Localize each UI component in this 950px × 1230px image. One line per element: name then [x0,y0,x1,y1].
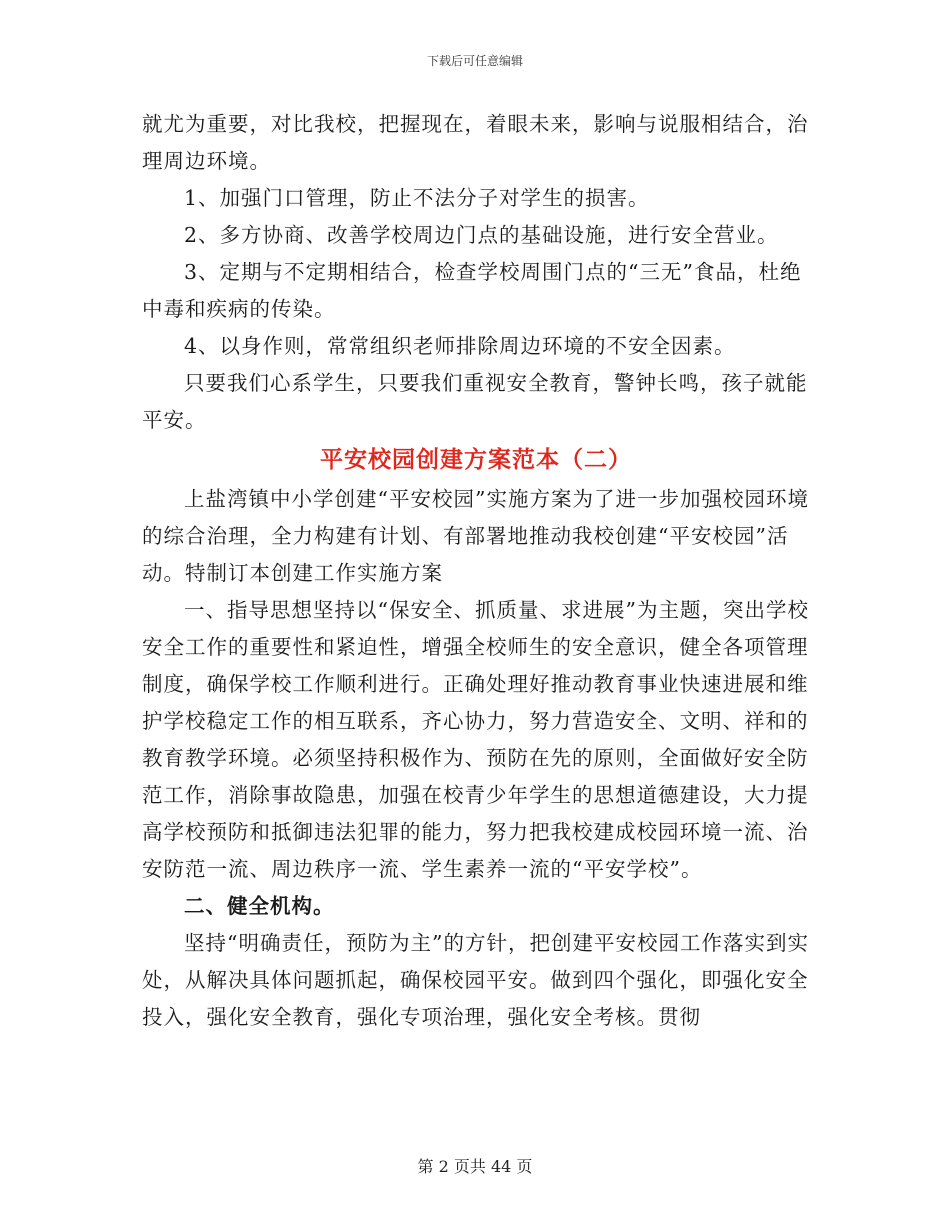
paragraph-guiding-thought: 一、指导思想坚持以“保安全、抓质量、求进展”为主题，突出学校安全工作的重要性和紧迫性，增强全校师生的安全意识，健全各项管理制度，确保学校工作顺利进行。正确处理好推动教育事业快速进展和维护学校稳定工作的相互联系，齐心协力，努力营造安全、文明、祥和的教育教学环境。必须坚持积极作为、预防在先的原则，全面做好安全防范工作，消除事故隐患，加强在校青少年学生的思想道德建设，大力提高学校预防和抵御违法犯罪的能力，努力把我校建成校园环境一流、治安防范一流、周边秩序一流、学生素养一流的“平安学校”。 [142,598,809,881]
page-footer: 第 2 页共 44 页 [417,1157,533,1176]
list-item-2: 2、多方协商、改善学校周边门点的基础设施，进行安全营业。 [184,223,779,247]
list-item-4: 4、以身作则，常常组织老师排除周边环境的不安全因素。 [184,334,736,358]
paragraph-organization: 坚持“明确责任，预防为主”的方针，把创建平安校园工作落实到实处，从解决具体问题抓起，确保校园平安。做到四个强化，即强化安全投入，强化安全教育，强化专项治理，强化安全考核。贯彻 [142,931,809,1029]
document-body [142,106,810,1036]
section-title: 平安校园创建方案范本（二） [320,446,632,473]
paragraph-plan-intro: 上盐湾镇中小学创建“平安校园”实施方案为了进一步加强校园环境的综合治理，全力构建有计划、有部署地推动我校创建“平安校园”活动。特制订本创建工作实施方案 [142,487,809,585]
paragraph-intro: 就尤为重要，对比我校，把握现在，着眼未来，影响与说服相结合，治理周边环境。 [142,112,809,173]
page-header: 下载后可任意编辑 [426,54,523,68]
list-item-1: 1、加强门口管理，防止不法分子对学生的损害。 [184,186,650,210]
list-item-3: 3、定期与不定期相结合，检查学校周围门点的“三无”食品，杜绝中毒和疾病的传染。 [142,260,802,321]
heading-organization: 二、健全机构。 [184,894,335,918]
paragraph-closing: 只要我们心系学生，只要我们重视安全教育，警钟长鸣，孩子就能平安。 [142,371,808,432]
